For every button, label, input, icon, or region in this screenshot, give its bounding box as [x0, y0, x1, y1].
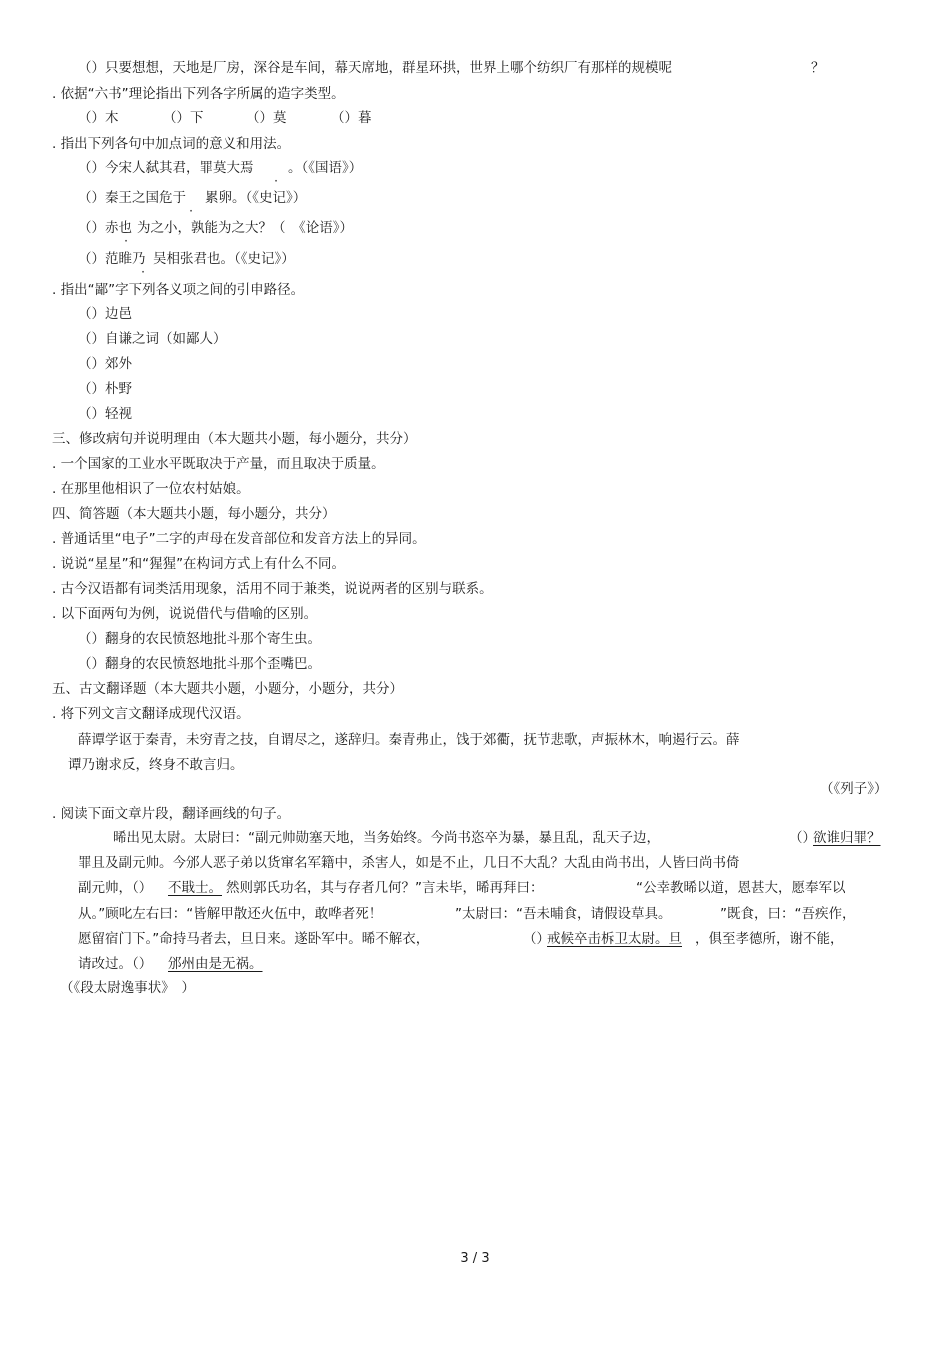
question-heading: . 指出“鄙”字下列各义项之间的引申路径。 [52, 282, 305, 298]
question-item: . 将下列文言文翻译成现代汉语。 [52, 706, 250, 722]
underlined-sentence: 不戢士。 [168, 880, 222, 896]
underlined-sentence: 欲谁归罪？ [813, 830, 881, 846]
citation: 为之小，孰能为之大？（ 《论语》） [137, 220, 353, 236]
passage-text: 罪且及副元帅。今邠人恶子弟以货窜名军籍中，杀害人，如是不止，几日不大乱？大乱由尚书出，人皆曰尚书倚 [78, 855, 740, 871]
question-mark: ？ [811, 60, 825, 76]
question-item: . 古今汉语都有词类活用现象，活用不同于兼类，说说两者的区别与联系。 [52, 581, 493, 597]
passage-text: 薛谭学讴于秦青，未穷青之技，自谓尽之，遂辞归。秦青弗止，饯于郊衢，抚节悲歌，声振林木，响遏行云。薛 [78, 732, 740, 748]
list-item: （）朴野 [78, 381, 132, 397]
sentence-item: （）今宋人弑其君，罪莫大焉 [78, 160, 254, 176]
question-heading: . 依据“六书”理论指出下列各字所属的造字类型。 [52, 86, 345, 102]
list-item: （）边邑 [78, 306, 132, 322]
sentence-number: （） [789, 830, 816, 846]
passage-text: 副元帅，（） [78, 880, 153, 896]
passage-text: 愿留宿门下。”命持马者去，旦日来。遂卧军中。晞不解衣， [78, 931, 430, 947]
char-item-xia: （）下 [163, 110, 204, 126]
char-item-mu: （）木 [78, 110, 119, 126]
section-heading: 四、简答题（本大题共小题，每小题分，共分） [52, 506, 336, 522]
question-item: . 一个国家的工业水平既取决于产量，而且取决于质量。 [52, 456, 385, 472]
sentence-item: （）赤也 [78, 220, 132, 236]
citation: 。（《国语》） [288, 160, 363, 176]
passage-text: 谭乃谢求反，终身不敢言归。 [68, 757, 244, 773]
citation: （《列子》） [820, 781, 888, 797]
citation: （《段太尉逸事状》 ） [60, 980, 195, 996]
passage-text: ，俱至孝德所，谢不能， [695, 931, 844, 947]
question-item: . 以下面两句为例，说说借代与借喻的区别。 [52, 606, 318, 622]
passage-text: 晞出见太尉。太尉曰：“副元帅勋塞天地，当务始终。今尚书恣卒为暴，暴且乱，乱天子边， [113, 830, 660, 846]
passage-text: ”太尉曰：“吾未晡食，请假设草具。 [455, 906, 672, 922]
question-heading: . 指出下列各句中加点词的意义和用法。 [52, 136, 291, 152]
section-heading: 三、修改病句并说明理由（本大题共小题，每小题分，共分） [52, 431, 417, 447]
question-item: . 说说“星星”和“猩猩”在构词方式上有什么不同。 [52, 556, 346, 572]
section-heading: 五、古文翻译题（本大题共小题，小题分，小题分，共分） [52, 681, 403, 697]
sentence-item: （）秦王之国危于 [78, 190, 186, 206]
list-item: （）自谦之词（如鄙人） [78, 331, 227, 347]
sentence-text: （）只要想想，天地是厂房，深谷是车间，幕天席地，群星环拱，世界上哪个纺织厂有那样的规模呢 [78, 60, 672, 76]
char-item-mu2: （）暮 [331, 110, 372, 126]
list-item: （）翻身的农民愤怒地批斗那个歪嘴巴。 [78, 656, 321, 672]
citation: 吴相张君也。（《史记》） [153, 251, 295, 267]
text-line [78, 59, 672, 77]
list-item: （）郊外 [78, 356, 132, 372]
char-item-mo: （）莫 [246, 110, 287, 126]
passage-text: ”既食，曰：“吾疾作， [720, 906, 856, 922]
passage-text: “公幸教晞以道，恩甚大，愿奉军以 [636, 880, 846, 896]
list-item: （）翻身的农民愤怒地批斗那个寄生虫。 [78, 631, 321, 647]
question-item: . 阅读下面文章片段，翻译画线的句子。 [52, 806, 291, 822]
page-number: 3 / 3 [460, 1251, 490, 1266]
question-item: . 在那里他相识了一位农村姑娘。 [52, 481, 250, 497]
passage-text: 请改过。（） [78, 956, 153, 972]
underlined-sentence: 戒候卒击柝卫太尉。旦 [547, 931, 682, 947]
sentence-item: （）范睢乃 [78, 251, 146, 267]
passage-text: 从。”顾叱左右曰：“皆解甲散还火伍中，敢哗者死！ [78, 906, 383, 922]
citation: 累卵。（《史记》） [205, 190, 307, 206]
passage-text: 然则郭氏功名，其与存者几何？”言未毕，晞再拜曰： [226, 880, 544, 896]
list-item: （）轻视 [78, 406, 132, 422]
sentence-number: （） [523, 931, 550, 947]
underlined-sentence: 邠州由是无祸。 [168, 956, 263, 972]
question-item: . 普通话里“电子”二字的声母在发音部位和发音方法上的异同。 [52, 531, 426, 547]
